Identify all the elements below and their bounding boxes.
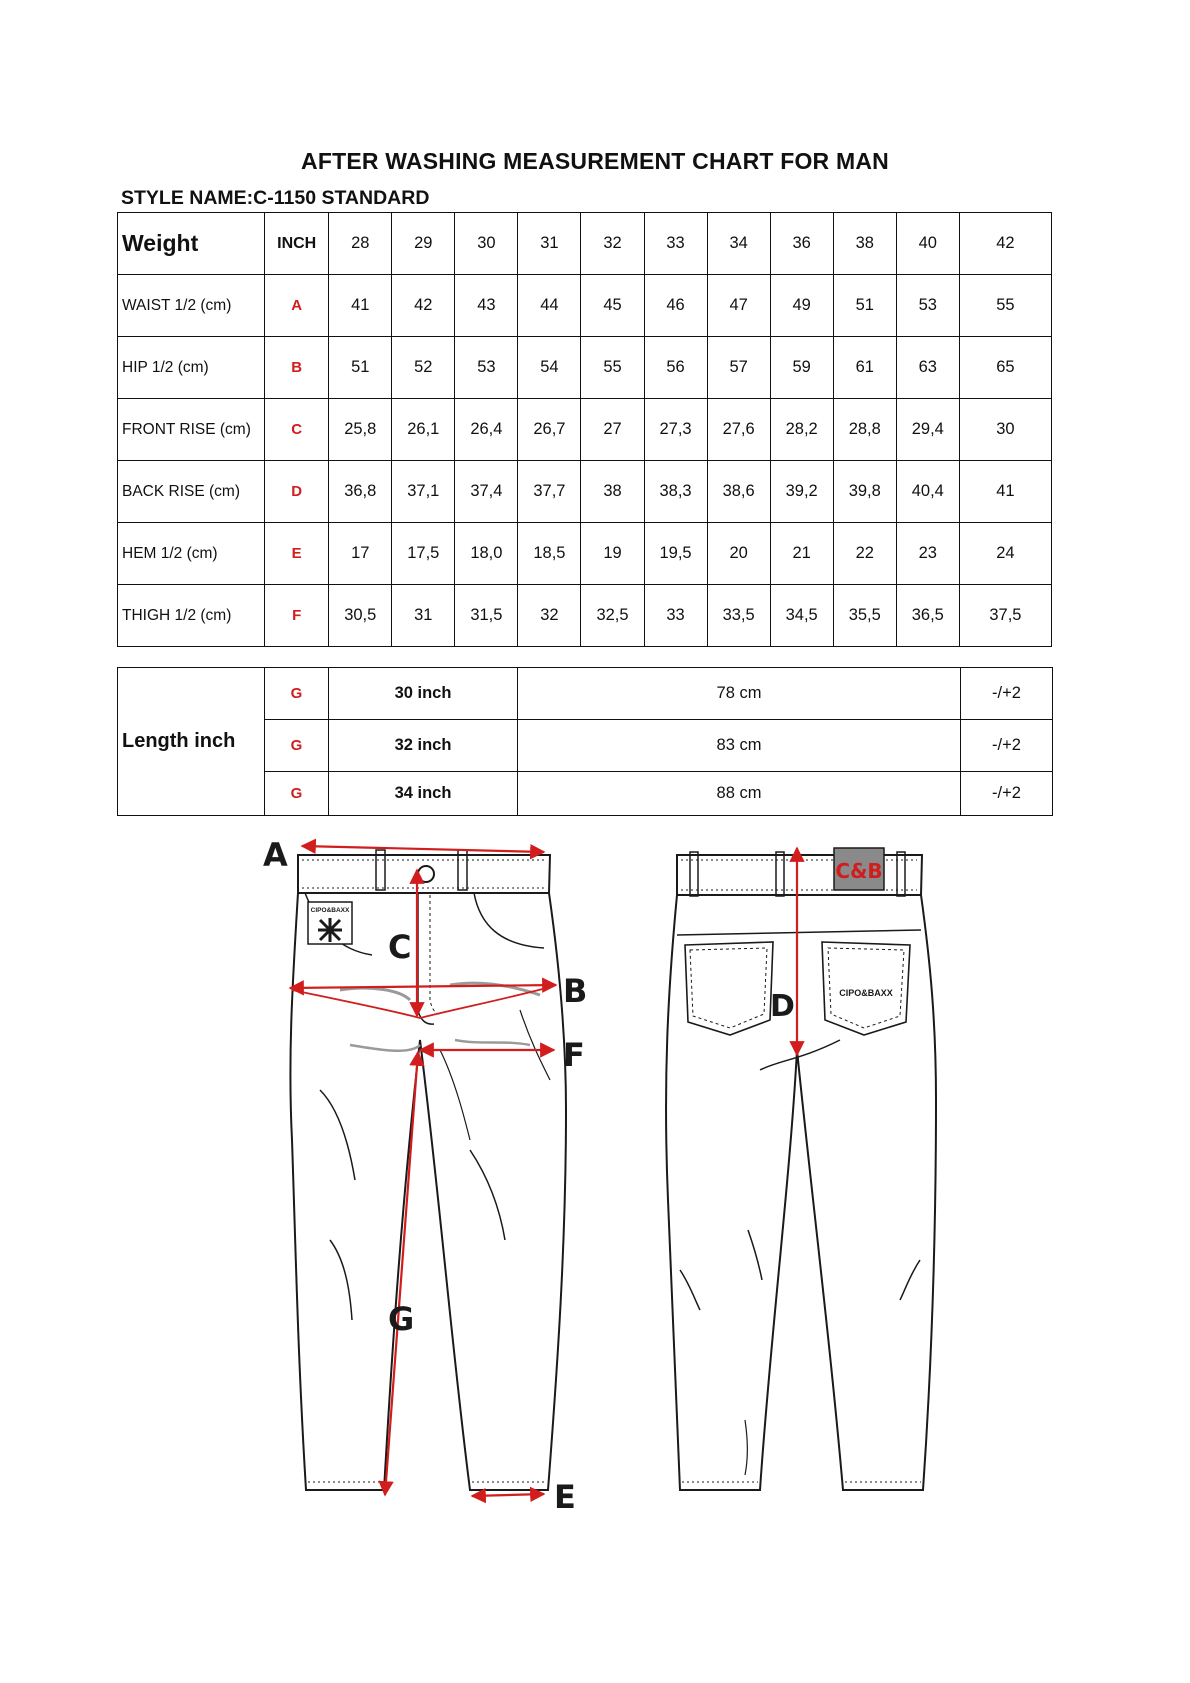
value-cell: 23 [896,523,959,585]
value-cell: 32 [518,585,581,647]
value-cell: 56 [644,337,707,399]
value-cell: 37,4 [455,461,518,523]
back-jeans-drawing [666,852,936,1490]
front-patch-brand: CIPO&BAXX [310,907,350,914]
value-cell: 41 [329,275,392,337]
value-cell: 41 [959,461,1051,523]
value-cell: 36,8 [329,461,392,523]
size-header-cell: 34 [707,213,770,275]
value-cell: 53 [455,337,518,399]
value-cell: 59 [770,337,833,399]
value-cell: 37,7 [518,461,581,523]
row-label: THIGH 1/2 (cm) [118,585,265,647]
back-waistband [677,855,922,895]
row-code: E [265,523,329,585]
letter-e: E [554,1478,576,1516]
length-tolerance: -/+2 [961,720,1053,772]
value-cell: 43 [455,275,518,337]
letter-b: B [563,972,588,1010]
value-cell: 20 [707,523,770,585]
length-label: Length inch [118,668,265,816]
value-cell: 24 [959,523,1051,585]
back-pocket-left-stitch [690,948,767,1028]
value-cell: 27,3 [644,399,707,461]
back-belt-loop-3 [897,852,905,896]
size-header-cell: 36 [770,213,833,275]
front-jeans-drawing [290,850,566,1490]
row-label: HIP 1/2 (cm) [118,337,265,399]
size-header-cell: 30 [455,213,518,275]
value-cell: 63 [896,337,959,399]
value-cell: 29,4 [896,399,959,461]
value-cell: 51 [329,337,392,399]
row-code: G [265,720,329,772]
value-cell: 37,5 [959,585,1051,647]
letter-f: F [563,1036,585,1074]
size-header-cell: 33 [644,213,707,275]
value-cell: 34,5 [770,585,833,647]
length-cm: 78 cm [518,668,961,720]
value-cell: 47 [707,275,770,337]
size-header-cell: 40 [896,213,959,275]
value-cell: 61 [833,337,896,399]
value-cell: 17 [329,523,392,585]
back-knee-crease [680,1230,920,1310]
weight-header: Weight [118,213,265,275]
row-code: B [265,337,329,399]
value-cell: 51 [833,275,896,337]
value-cell: 35,5 [833,585,896,647]
back-belt-loop-2 [776,852,784,896]
value-cell: 19,5 [644,523,707,585]
value-cell: 46 [644,275,707,337]
back-yoke [677,930,921,935]
value-cell: 18,5 [518,523,581,585]
back-outline [666,895,936,1490]
value-cell: 36,5 [896,585,959,647]
front-button [418,866,434,882]
size-header-cell: 42 [959,213,1051,275]
measure-e-line [472,1494,544,1496]
value-cell: 45 [581,275,644,337]
value-cell: 42 [392,275,455,337]
value-cell: 26,7 [518,399,581,461]
value-cell: 40,4 [896,461,959,523]
value-cell: 31 [392,585,455,647]
length-cm: 88 cm [518,772,961,816]
value-cell: 38,3 [644,461,707,523]
value-cell: 33,5 [707,585,770,647]
value-cell: 39,8 [833,461,896,523]
value-cell: 28,8 [833,399,896,461]
row-code: G [265,772,329,816]
value-cell: 30 [959,399,1051,461]
row-code: A [265,275,329,337]
value-cell: 19 [581,523,644,585]
length-tolerance: -/+2 [961,772,1053,816]
letter-g: G [388,1300,415,1338]
value-cell: 31,5 [455,585,518,647]
back-brand-label [834,848,884,890]
size-header-cell: 38 [833,213,896,275]
value-cell: 33 [644,585,707,647]
front-crease-2 [440,1010,550,1140]
style-name: STYLE NAME:C-1150 STANDARD [121,187,430,209]
row-label: WAIST 1/2 (cm) [118,275,265,337]
front-pocket-right [474,893,544,948]
letter-a: A [263,836,288,874]
letter-c: C [388,928,412,966]
row-code: F [265,585,329,647]
length-cm: 83 cm [518,720,961,772]
value-cell: 53 [896,275,959,337]
size-header-cell: 29 [392,213,455,275]
value-cell: 27 [581,399,644,461]
front-outline [290,893,566,1490]
length-tolerance: -/+2 [961,668,1053,720]
value-cell: 17,5 [392,523,455,585]
inch-header: INCH [265,213,329,275]
value-cell: 49 [770,275,833,337]
value-cell: 22 [833,523,896,585]
back-hem-crease [745,1420,747,1475]
value-cell: 55 [959,275,1051,337]
length-inch: 34 inch [329,772,518,816]
value-cell: 52 [392,337,455,399]
front-patch-emblem [318,918,342,942]
front-fly-stitch [430,895,442,1014]
value-cell: 37,1 [392,461,455,523]
front-patch [308,902,352,944]
length-inch: 30 inch [329,668,518,720]
back-label-text: C&B [835,859,883,883]
row-label: BACK RISE (cm) [118,461,265,523]
page-title: AFTER WASHING MEASUREMENT CHART FOR MAN [301,148,889,174]
measure-a-line [302,846,544,852]
size-header-cell: 32 [581,213,644,275]
size-header-cell: 28 [329,213,392,275]
value-cell: 57 [707,337,770,399]
value-cell: 28,2 [770,399,833,461]
value-cell: 54 [518,337,581,399]
letter-d: D [770,989,795,1024]
row-code: C [265,399,329,461]
value-cell: 26,1 [392,399,455,461]
back-pocket-left [685,942,773,1035]
value-cell: 21 [770,523,833,585]
row-code: D [265,461,329,523]
value-cell: 55 [581,337,644,399]
value-cell: 44 [518,275,581,337]
row-code: G [265,668,329,720]
back-pocket-brand: CIPO&BAXX [839,988,893,998]
value-cell: 27,6 [707,399,770,461]
row-label: HEM 1/2 (cm) [118,523,265,585]
back-seat-crease [760,1040,840,1070]
value-cell: 30,5 [329,585,392,647]
measure-b-curve [292,986,554,1018]
value-cell: 38 [581,461,644,523]
back-belt-loop-1 [690,852,698,896]
value-cell: 26,4 [455,399,518,461]
value-cell: 65 [959,337,1051,399]
value-cell: 32,5 [581,585,644,647]
value-cell: 18,0 [455,523,518,585]
size-header-cell: 31 [518,213,581,275]
length-inch: 32 inch [329,720,518,772]
measure-g-line [385,1052,418,1495]
value-cell: 25,8 [329,399,392,461]
row-label: FRONT RISE (cm) [118,399,265,461]
value-cell: 38,6 [707,461,770,523]
value-cell: 39,2 [770,461,833,523]
